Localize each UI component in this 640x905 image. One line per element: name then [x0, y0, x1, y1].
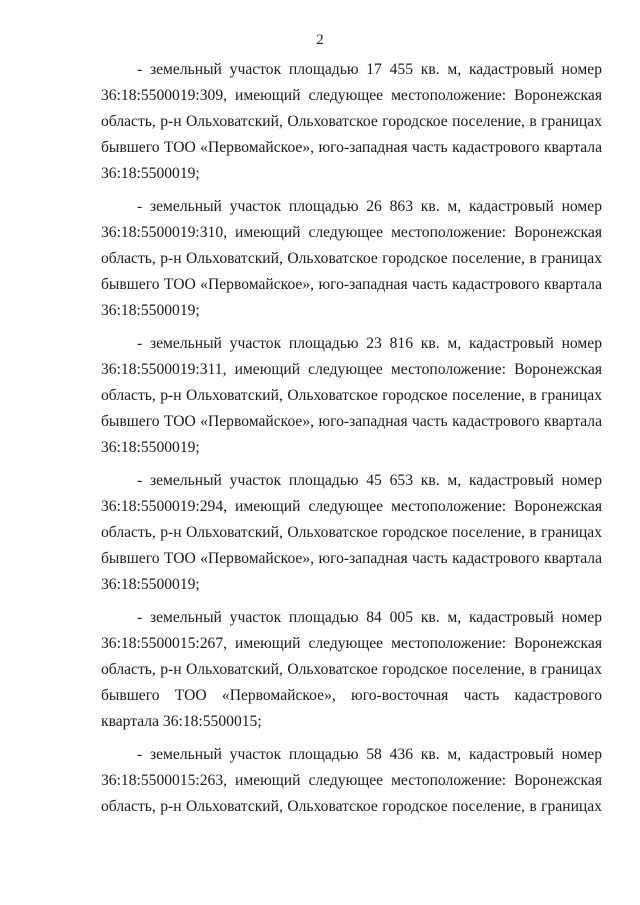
land-plot-entry: - земельный участок площадью 23 816 кв. м, кадастровый номер 36:18:5500019:311, имеющий следующее местоположение: Воронежская область, р-н Ольховатский, Ольховатское городское поселение, в границах бывшего ТОО «Первомайское», юго-западная часть кадастрового квартала 36:18:5500019;	[101, 335, 602, 456]
land-plot-entry: - земельный участок площадью 58 436 кв. м, кадастровый номер 36:18:5500015:263, имеющий следующее местоположение: Воронежская область, р-н Ольховатский, Ольховатское городское поселение, в границах	[101, 746, 602, 815]
land-plot-entry: - земельный участок площадью 26 863 кв. м, кадастровый номер 36:18:5500019:310, имеющий следующее местоположение: Воронежская область, р-н Ольховатский, Ольховатское городское поселение, в границах бывшего ТОО «Первомайское», юго-западная часть кадастрового квартала 36:18:5500019;	[101, 198, 602, 319]
land-plot-entry: - земельный участок площадью 45 653 кв. м, кадастровый номер 36:18:5500019:294, имеющий следующее местоположение: Воронежская область, р-н Ольховатский, Ольховатское городское поселение, в границах бывшего ТОО «Первомайское», юго-западная часть кадастрового квартала 36:18:5500019;	[101, 472, 602, 593]
document-body	[101, 57, 602, 820]
land-plot-entry: - земельный участок площадью 17 455 кв. м, кадастровый номер 36:18:5500019:309, имеющий следующее местоположение: Воронежская область, р-н Ольховатский, Ольховатское городское поселение, в границах бывшего ТОО «Первомайское», юго-западная часть кадастрового квартала 36:18:5500019;	[101, 61, 602, 182]
page-number: 2	[316, 32, 324, 48]
land-plot-entry: - земельный участок площадью 84 005 кв. м, кадастровый номер 36:18:5500015:267, имеющий следующее местоположение: Воронежская область, р-н Ольховатский, Ольховатское городское поселение, в границах бывшего ТОО «Первомайское», юго-восточная часть кадастрового квартала 36:18:5500015;	[101, 609, 602, 730]
scan-speck	[419, 818, 420, 819]
